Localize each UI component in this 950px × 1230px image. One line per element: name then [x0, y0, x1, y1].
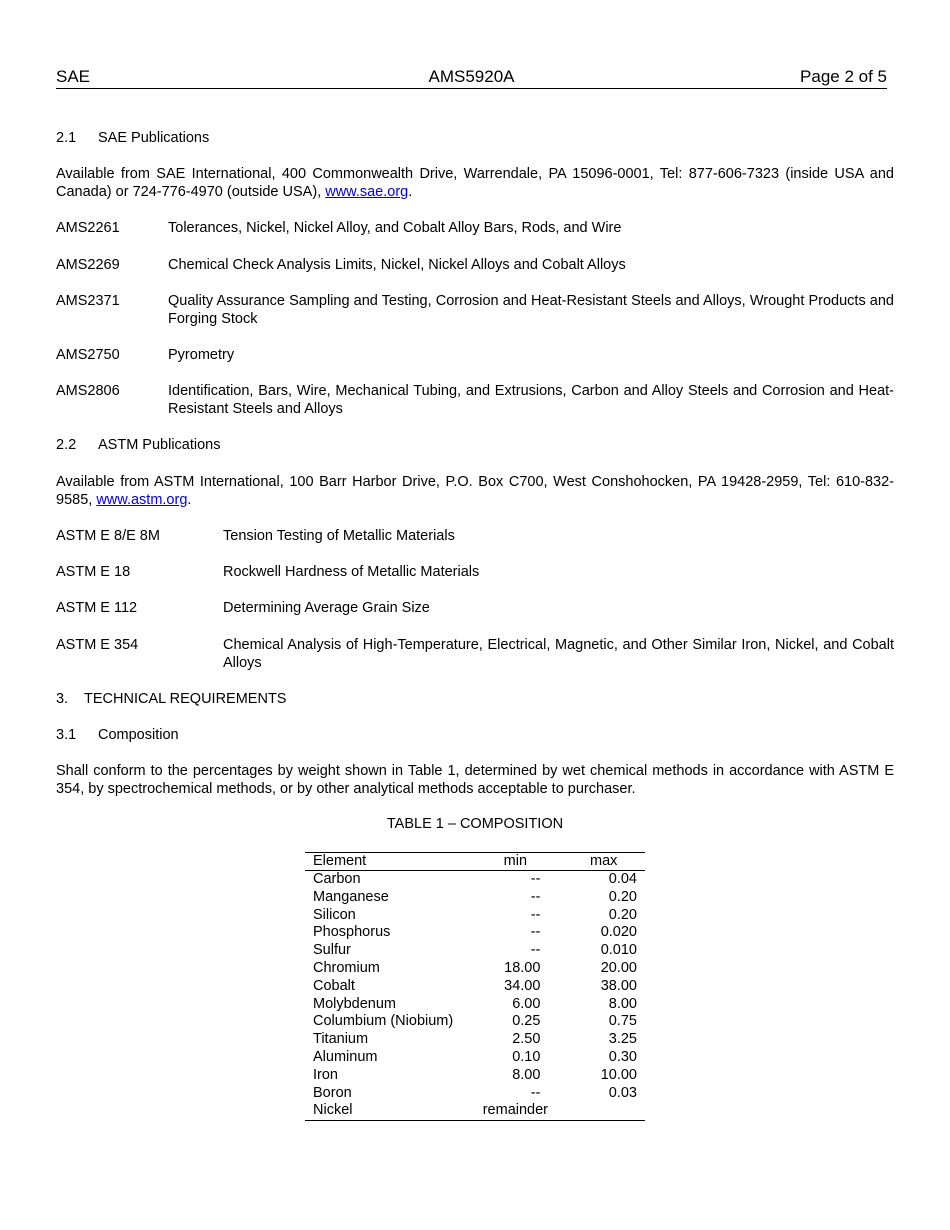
- reference-code: AMS2269: [56, 257, 120, 273]
- table-row: [305, 1102, 645, 1120]
- min-cell: 0.25: [512, 1013, 541, 1030]
- reference-astm-e8: [56, 527, 894, 545]
- period: .: [187, 492, 192, 508]
- element-cell: Silicon: [313, 906, 356, 923]
- min-cell: --: [530, 924, 541, 941]
- reference-astm-e18: [56, 563, 894, 581]
- section-number: 3.: [56, 691, 69, 707]
- min-cell: --: [530, 871, 541, 887]
- min-cell: 18.00: [504, 959, 541, 976]
- section-3-heading: [56, 690, 286, 708]
- astm-website-link[interactable]: www.astm.org: [96, 492, 188, 508]
- reference-code: AMS2371: [56, 293, 120, 309]
- max-cell: 0.03: [608, 1084, 637, 1101]
- element-cell: Cobalt: [313, 977, 355, 994]
- reference-astm-e354: [56, 636, 894, 672]
- max-cell: 0.75: [608, 1013, 637, 1030]
- element-cell: Sulfur: [313, 942, 351, 959]
- section-title: SAE Publications: [98, 130, 210, 146]
- reference-code: ASTM E 8/E 8M: [56, 528, 160, 544]
- column-header-max: max: [562, 853, 645, 871]
- min-cell: --: [530, 942, 541, 959]
- section-title: ASTM Publications: [98, 437, 221, 453]
- reference-ams2371: [56, 292, 894, 328]
- element-cell: Carbon: [313, 871, 361, 887]
- section-3-1-heading: [56, 726, 179, 744]
- min-cell: 0.10: [512, 1048, 541, 1065]
- min-cell: remainder: [468, 1102, 562, 1120]
- element-cell: Chromium: [313, 959, 380, 976]
- reference-astm-e112: [56, 599, 894, 617]
- reference-description: Identification, Bars, Wire, Mechanical Tubing, and Extrusions, Carbon and Alloy Steels and Corrosion and Heat-Resistant Steels and Alloys: [168, 383, 894, 417]
- element-cell: Nickel: [305, 1102, 468, 1120]
- min-cell: 6.00: [512, 995, 541, 1012]
- max-cell: 0.010: [600, 942, 637, 959]
- section-title: Composition: [98, 727, 179, 743]
- table-row: [305, 1013, 645, 1031]
- reference-ams2269: [56, 256, 894, 274]
- reference-code: AMS2750: [56, 347, 120, 363]
- reference-code: AMS2806: [56, 383, 120, 399]
- table-caption: TABLE 1 – COMPOSITION: [386, 816, 564, 832]
- table-row: [305, 924, 645, 942]
- min-cell: 8.00: [512, 1066, 541, 1083]
- reference-ams2806: [56, 382, 894, 418]
- period: .: [408, 184, 413, 200]
- max-cell: 0.30: [608, 1048, 637, 1065]
- astm-availability-text: [56, 473, 894, 509]
- max-cell: 8.00: [608, 995, 637, 1012]
- max-cell: 0.020: [600, 924, 637, 941]
- max-cell: 0.20: [608, 906, 637, 923]
- header-doc-number: AMS5920A: [428, 67, 515, 86]
- max-cell: 10.00: [600, 1066, 637, 1083]
- composition-text: Shall conform to the percentages by weight shown in Table 1, determined by wet chemical methods in accordance with ASTM E 354, by spectrochemical methods, or by other analytical methods acceptable to purchaser.: [56, 763, 894, 797]
- availability-text: Available from SAE International, 400 Commonwealth Drive, Warrendale, PA 15096-0001, Tel: 877-606-7323 (inside USA and Canada) or 724-776-4970 (outside USA),: [56, 166, 894, 200]
- min-cell: --: [530, 906, 541, 923]
- element-cell: Iron: [313, 1066, 338, 1083]
- section-number: 2.1: [56, 130, 77, 146]
- reference-code: ASTM E 112: [56, 600, 138, 616]
- section-title: TECHNICAL REQUIREMENTS: [84, 691, 287, 707]
- reference-description: Chemical Check Analysis Limits, Nickel, Nickel Alloys and Cobalt Alloys: [168, 257, 626, 273]
- reference-description: Quality Assurance Sampling and Testing, Corrosion and Heat-Resistant Steels and Alloys, Wrought Products and Forging Stock: [168, 293, 894, 327]
- min-cell: 2.50: [512, 1031, 541, 1048]
- max-cell: 38.00: [600, 977, 637, 994]
- reference-description: Chemical Analysis of High-Temperature, Electrical, Magnetic, and Other Similar Iron, Nickel, and Cobalt Alloys: [223, 637, 894, 671]
- table-row: [305, 907, 645, 925]
- table-row: [305, 978, 645, 996]
- element-cell: Phosphorus: [313, 924, 391, 941]
- header-page-number: Page 2 of 5: [800, 67, 887, 86]
- table-row: [305, 1067, 645, 1085]
- reference-description: Tolerances, Nickel, Nickel Alloy, and Cobalt Alloy Bars, Rods, and Wire: [168, 220, 622, 236]
- reference-description: Tension Testing of Metallic Materials: [223, 528, 455, 544]
- reference-description: Rockwell Hardness of Metallic Materials: [223, 564, 480, 580]
- table-row: [305, 1049, 645, 1067]
- max-cell: 0.20: [608, 888, 637, 905]
- reference-ams2750: [56, 346, 894, 364]
- section-2-1-heading: [56, 129, 209, 147]
- section-number: 2.2: [56, 437, 77, 453]
- min-cell: --: [530, 1084, 541, 1101]
- min-cell: --: [530, 888, 541, 905]
- reference-ams2261: [56, 219, 894, 237]
- element-cell: Aluminum: [313, 1048, 378, 1065]
- reference-code: ASTM E 18: [56, 564, 131, 580]
- page-header: [56, 68, 887, 89]
- element-cell: Manganese: [313, 888, 389, 905]
- table-row: [305, 1085, 645, 1103]
- element-cell: Titanium: [313, 1031, 369, 1048]
- max-cell: [562, 1102, 645, 1120]
- availability-text: Available from ASTM International, 100 Barr Harbor Drive, P.O. Box C700, West Conshohocken, PA 19428-2959, Tel: 610-832-9585,: [56, 474, 894, 508]
- table-header-row: [305, 853, 645, 871]
- column-header-element: Element: [305, 853, 468, 871]
- table-row: [305, 1031, 645, 1049]
- section-2-2-heading: [56, 436, 221, 454]
- column-header-min: min: [468, 853, 562, 871]
- element-cell: Molybdenum: [313, 995, 397, 1012]
- reference-code: AMS2261: [56, 220, 120, 236]
- reference-description: Pyrometry: [168, 347, 235, 363]
- element-cell: Columbium (Niobium): [313, 1013, 454, 1030]
- composition-table: [305, 852, 645, 1121]
- table-row: [305, 996, 645, 1014]
- table-row: [305, 889, 645, 907]
- element-cell: Boron: [313, 1084, 352, 1101]
- reference-code: ASTM E 354: [56, 637, 139, 653]
- max-cell: 3.25: [608, 1031, 637, 1048]
- table-row: [305, 871, 645, 889]
- reference-description: Determining Average Grain Size: [223, 600, 430, 616]
- max-cell: 20.00: [600, 959, 637, 976]
- header-org: SAE: [56, 67, 91, 86]
- section-number: 3.1: [56, 727, 77, 743]
- min-cell: 34.00: [504, 977, 541, 994]
- table-row: [305, 942, 645, 960]
- sae-availability-text: [56, 165, 894, 201]
- table-row: [305, 960, 645, 978]
- max-cell: 0.04: [608, 871, 637, 887]
- sae-website-link[interactable]: www.sae.org: [325, 184, 409, 200]
